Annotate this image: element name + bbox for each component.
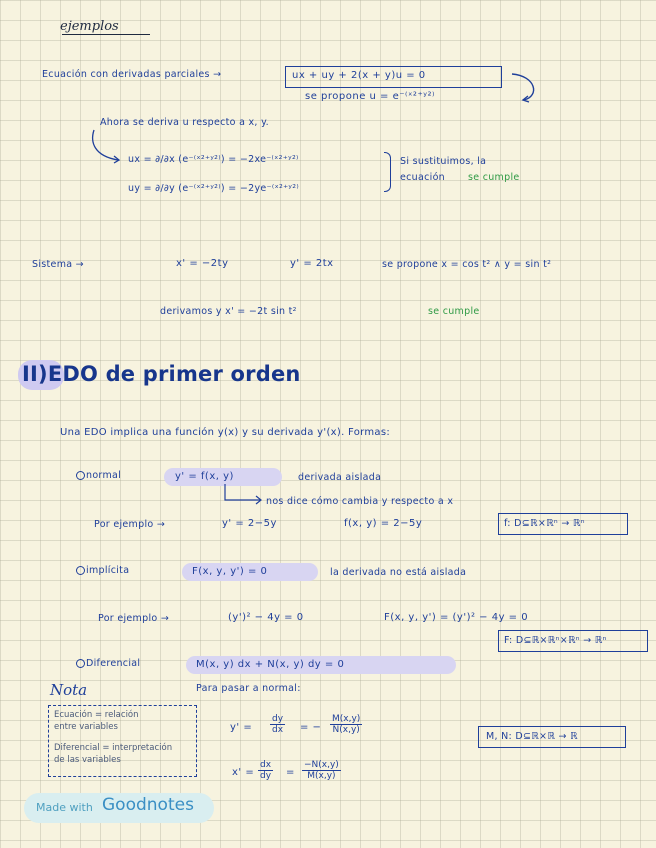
nota-line-2: entre variables	[54, 722, 118, 732]
normal-desc: derivada aislada	[298, 472, 382, 483]
dydx-fraction	[270, 714, 285, 736]
normal-label: normal	[86, 470, 122, 481]
dydx-f-numerator: M(x,y)	[332, 714, 361, 724]
ex2-propose: se propone x = cos t² ∧ y = sin t²	[382, 259, 552, 270]
dydx-f-fraction	[330, 714, 362, 736]
normal-domain: f: D⊆ℝ×ℝⁿ → ℝⁿ	[504, 518, 585, 529]
bullet-normal	[76, 471, 85, 480]
badge-brand: Goodnotes	[102, 795, 194, 815]
dxdy-eq: =	[286, 767, 295, 778]
heading-underline	[62, 34, 150, 35]
dxdy-numerator: dx	[260, 760, 272, 770]
intro-text: Una EDO implica una función y(x) y su derivada y'(x). Formas:	[60, 427, 391, 438]
bullet-diferencial	[76, 659, 85, 668]
ex1-result-1: Si sustituimos, la	[400, 156, 487, 167]
ex2-label: Sistema →	[32, 259, 84, 270]
ex2-ok: se cumple	[428, 306, 480, 317]
nota-title: Nota	[50, 681, 88, 699]
nota-line-1: Ecuación = relación	[54, 710, 139, 720]
implicita-label: implícita	[86, 565, 130, 576]
diferencial-desc: Para pasar a normal:	[196, 683, 301, 694]
ex2-eq1: x' = −2ty	[176, 258, 229, 269]
normal-example-eq: y' = 2−5y	[222, 518, 277, 529]
heading-ejemplos: ejemplos	[60, 19, 119, 34]
ex1-brace	[384, 152, 391, 192]
normal-note: nos dice cómo cambia y respecto a x	[266, 496, 454, 507]
dxdy-denominator: dy	[260, 771, 272, 782]
badge-made-with: Made with	[36, 801, 93, 814]
normal-example-f: f(x, y) = 2−5y	[344, 518, 423, 529]
implicita-example-f: F(x, y, y') = (y')² − 4y = 0	[384, 612, 529, 623]
hook-arrow-icon	[88, 128, 128, 164]
implicita-desc: la derivada no está aislada	[330, 567, 467, 578]
implicita-example-eq: (y')² − 4y = 0	[228, 612, 304, 623]
ex1-equation: ux + uy + 2(x + y)u = 0	[292, 70, 426, 81]
ex2-eq2: y' = 2tx	[290, 258, 334, 269]
normal-arrow-icon	[222, 484, 266, 506]
dydx-eq: = −	[300, 722, 322, 733]
diferencial-domain: M, N: D⊆ℝ×ℝ → ℝ	[486, 731, 578, 742]
dxdy-lhs: x' =	[232, 767, 255, 778]
dydx-lhs: y' =	[230, 722, 253, 733]
implicita-example-label: Por ejemplo →	[98, 613, 170, 624]
nota-line-3: Diferencial = interpretación	[54, 743, 173, 753]
diferencial-eq: M(x, y) dx + N(x, y) dy = 0	[196, 659, 345, 670]
ex1-label: Ecuación con derivadas parciales →	[42, 69, 222, 80]
dxdy-f-numerator: −N(x,y)	[304, 760, 339, 770]
normal-example-label: Por ejemplo →	[94, 519, 166, 530]
ex1-uy: uy = ∂/∂y (e⁻⁽ˣ²⁺ʸ²⁾) = −2ye⁻⁽ˣ²⁺ʸ²⁾	[128, 183, 299, 194]
ex1-ux: ux = ∂/∂x (e⁻⁽ˣ²⁺ʸ²⁾) = −2xe⁻⁽ˣ²⁺ʸ²⁾	[128, 154, 299, 165]
ex1-propose: se propone u = e⁻⁽ˣ²⁺ʸ²⁾	[305, 91, 435, 102]
dydx-f-denominator: N(x,y)	[332, 725, 360, 736]
dxdy-f-fraction	[302, 760, 341, 782]
ex1-result-ok: se cumple	[468, 172, 520, 183]
dydx-numerator: dy	[272, 714, 284, 724]
dxdy-fraction	[258, 760, 273, 782]
curved-arrow-icon	[506, 70, 546, 104]
section-number: II)	[22, 362, 48, 386]
section-title-text: EDO de primer orden	[47, 362, 301, 386]
implicita-domain: F: D⊆ℝ×ℝⁿ×ℝⁿ → ℝⁿ	[504, 635, 607, 646]
dxdy-f-denominator: M(x,y)	[307, 771, 336, 782]
ex1-derive: Ahora se deriva u respecto a x, y.	[100, 117, 269, 128]
section-title	[22, 364, 301, 385]
ex1-result-2: ecuación	[400, 172, 446, 183]
diferencial-label: Diferencial	[86, 658, 141, 669]
nota-line-4: de las variables	[54, 755, 121, 765]
normal-eq: y' = f(x, y)	[175, 471, 234, 482]
implicita-eq: F(x, y, y') = 0	[192, 566, 268, 577]
dydx-denominator: dx	[272, 725, 284, 736]
ex2-derive: derivamos y x' = −2t sin t²	[160, 306, 297, 317]
bullet-implicita	[76, 566, 85, 575]
